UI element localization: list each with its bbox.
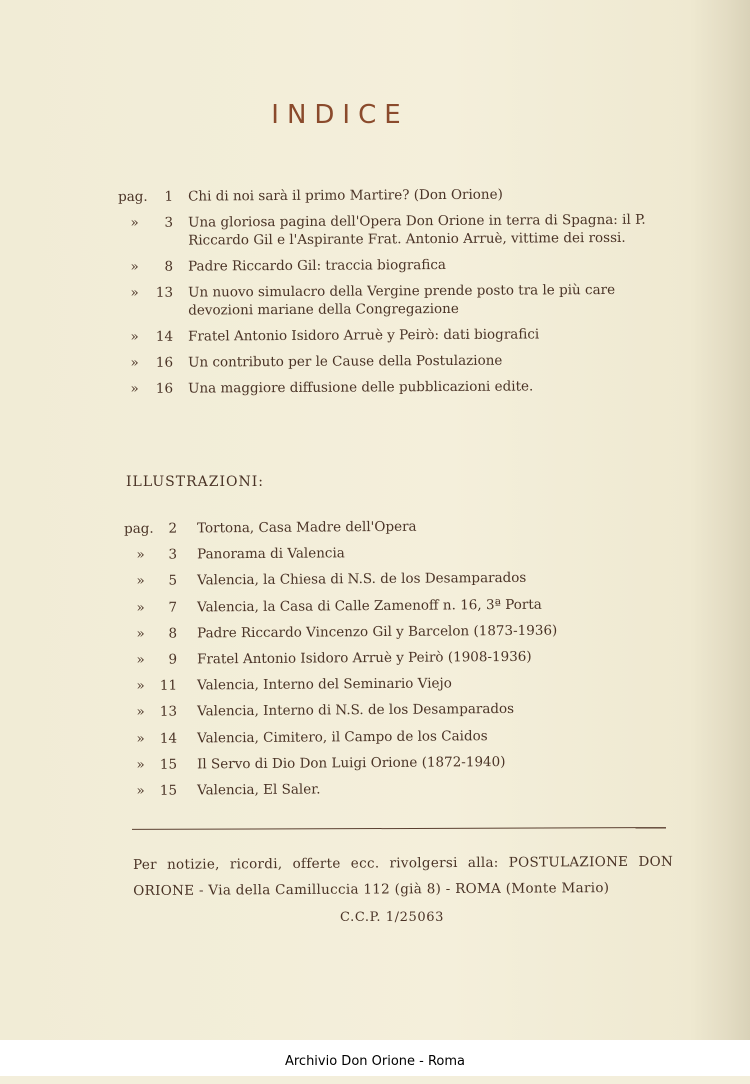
illustration-page: 15: [159, 782, 178, 799]
illustrations-list: [124, 520, 684, 808]
illustration-text: Panorama di Valencia: [197, 545, 345, 563]
illustration-entry: [124, 516, 684, 538]
toc-entry: [118, 211, 678, 250]
toc-entry: [118, 255, 678, 276]
table-of-contents: [118, 188, 678, 406]
toc-page: 14: [155, 328, 174, 345]
toc-text: Padre Riccardo Gil: traccia biografica: [188, 256, 446, 275]
illustration-text: Fratel Antonio Isidoro Arruè y Peirò (1908-1936): [197, 648, 532, 668]
illustration-entry: [124, 594, 684, 616]
toc-prefix: »: [130, 328, 139, 345]
illustration-entry: [124, 673, 684, 695]
illustration-entry: [124, 620, 684, 642]
toc-prefix: »: [130, 380, 139, 397]
illustration-prefix: »: [136, 677, 145, 695]
toc-prefix: pag.: [118, 188, 148, 205]
illustration-text: Valencia, El Saler.: [197, 781, 321, 799]
illustration-prefix: pag.: [124, 520, 154, 537]
toc-page: 1: [164, 188, 174, 205]
illustration-text: Valencia, la Chiesa di N.S. de los Desamparados: [197, 570, 527, 589]
illustration-page: 8: [168, 625, 178, 642]
illustration-page: 11: [159, 677, 178, 694]
illustration-prefix: »: [136, 599, 145, 616]
illustration-text: Il Servo di Dio Don Luigi Orione (1872-1940): [197, 753, 506, 773]
illustration-prefix: »: [136, 651, 145, 668]
toc-text: Un nuovo simulacro della Vergine prende posto tra le più care devozioni mariane della Congregazione: [188, 281, 616, 319]
toc-text: Fratel Antonio Isidoro Arruè y Peirò: dati biografici: [188, 326, 540, 345]
toc-page: 16: [155, 380, 174, 397]
illustration-prefix: »: [136, 704, 145, 721]
toc-entry: [118, 185, 678, 206]
illustrations-heading: ILLUSTRAZIONI:: [126, 474, 264, 490]
illustration-page: 14: [159, 730, 178, 747]
divider: [132, 827, 666, 830]
contact-info: Per notizie, ricordi, offerte ecc. rivolgersi alla: POSTULAZIONE DON ORIONE - Via della Camilluccia 112 (già 8) - ROMA (Monte Mario): [133, 853, 674, 899]
toc-entry: [118, 325, 678, 346]
page-title: INDICE: [271, 100, 409, 130]
toc-text: Una maggiore diffusione delle pubblicazioni edite.: [188, 378, 534, 397]
illustration-page: 2: [168, 520, 178, 537]
toc-entry: [118, 351, 678, 372]
toc-prefix: »: [130, 214, 139, 231]
illustration-prefix: »: [136, 756, 145, 773]
illustration-prefix: »: [136, 625, 145, 642]
toc-entry: [118, 281, 678, 320]
postal-account: C.C.P. 1/25063: [340, 910, 445, 925]
illustration-entry: [124, 647, 684, 669]
illustration-prefix: »: [136, 782, 145, 799]
archive-footer: Archivio Don Orione - Roma: [0, 1040, 750, 1076]
illustration-page: 5: [168, 572, 178, 590]
toc-entry: [118, 377, 678, 398]
illustration-text: Valencia, Interno del Seminario Viejo: [197, 675, 452, 694]
illustration-text: Valencia, la Casa di Calle Zamenoff n. 16, 3ª Porta: [197, 596, 542, 615]
illustration-entry: [124, 699, 684, 721]
illustration-entry: [124, 725, 684, 747]
toc-page: 3: [164, 214, 174, 231]
toc-page: 16: [155, 354, 174, 371]
toc-text: Un contributo per le Cause della Postulazione: [188, 352, 503, 371]
illustration-entry: [124, 568, 684, 590]
toc-prefix: »: [130, 354, 139, 371]
illustration-text: Valencia, Interno di N.S. de los Desamparados: [197, 701, 515, 720]
illustration-page: 13: [159, 703, 178, 721]
toc-prefix: »: [130, 284, 139, 301]
illustration-prefix: »: [136, 573, 145, 590]
toc-text: Chi di noi sarà il primo Martire? (Don Orione): [188, 186, 503, 205]
illustration-entry: [124, 777, 684, 799]
toc-prefix: »: [130, 258, 139, 275]
illustration-page: 7: [168, 599, 178, 616]
toc-page: 8: [164, 258, 174, 275]
illustration-prefix: »: [136, 730, 145, 747]
illustration-prefix: »: [136, 547, 145, 564]
illustration-entry: [124, 542, 684, 564]
illustration-entry: [124, 751, 684, 773]
illustration-page: 9: [168, 651, 178, 668]
illustration-text: Padre Riccardo Vincenzo Gil y Barcelon (1873-1936): [197, 622, 558, 642]
illustration-text: Tortona, Casa Madre dell'Opera: [197, 518, 417, 537]
illustration-page: 3: [168, 546, 178, 563]
illustration-page: 15: [159, 756, 178, 773]
toc-page: 13: [155, 284, 174, 301]
toc-text: Una gloriosa pagina dell'Opera Don Orione in terra di Spagna: il P. Riccardo Gil e l'Aspirante Frat. Antonio Arruè, vittime dei rossi.: [188, 211, 646, 249]
illustration-text: Valencia, Cimitero, il Campo de los Caidos: [197, 727, 488, 746]
